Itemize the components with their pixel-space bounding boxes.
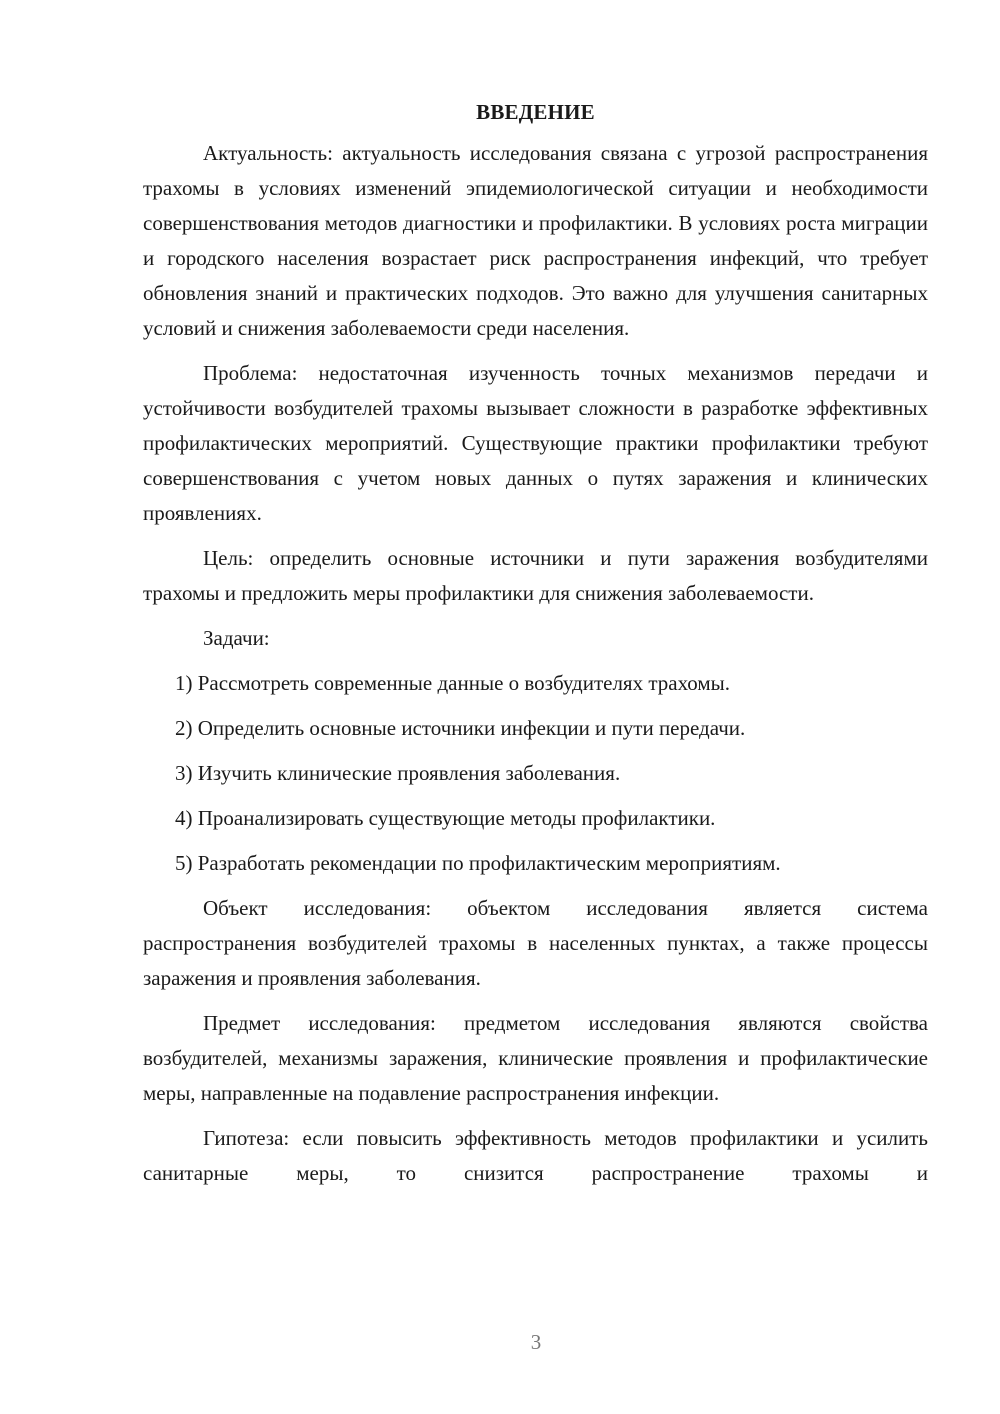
task-item-5: 5) Разработать рекомендации по профилактическим мероприятиям. [175,851,781,875]
task-list [143,666,928,881]
task-item-2: 2) Определить основные источники инфекции и пути передачи. [175,716,746,740]
section-title: ВВЕДЕНИЕ [476,100,595,124]
paragraph-object: Объект исследования: объектом исследования является система распространения возбудителей трахомы в населенных пунктах, а также процессы заражения и проявления заболевания. [143,896,928,990]
paragraph-problem: Проблема: недостаточная изученность точных механизмов передачи и устойчивости возбудителей трахомы вызывает сложности в разработке эффективных профилактических мероприятий. Существующие практики профилактики требуют совершенствования с учетом новых данных о путях заражения и клинических проявлениях. [143,361,928,525]
page-number: 3 [530,1330,542,1354]
paragraph-goal: Цель: определить основные источники и пути заражения возбудителями трахомы и предложить меры профилактики для снижения заболеваемости. [143,546,928,605]
task-item-4: 4) Проанализировать существующие методы профилактики. [175,806,716,830]
task-item-1: 1) Рассмотреть современные данные о возбудителях трахомы. [175,671,731,695]
paragraph-relevance: Актуальность: актуальность исследования связана с угрозой распространения трахомы в условиях изменений эпидемиологической ситуации и необходимости совершенствования методов диагностики и профилактики. В условиях роста миграции и городского населения возрастает риск распространения инфекций, что требует обновления знаний и практических подходов. Это важно для улучшения санитарных условий и снижения заболеваемости среди населения. [143,141,928,340]
paragraph-tasks-heading: Задачи: [203,626,270,650]
task-item-3: 3) Изучить клинические проявления заболевания. [175,761,621,785]
paragraph-hypothesis: Гипотеза: если повысить эффективность методов профилактики и усилить санитарные меры, то снизится распространение трахомы и [143,1126,928,1185]
paragraph-subject: Предмет исследования: предметом исследования являются свойства возбудителей, механизмы заражения, клинические проявления и профилактические меры, направленные на подавление распространения инфекции. [143,1011,928,1105]
document-page [143,95,928,1201]
